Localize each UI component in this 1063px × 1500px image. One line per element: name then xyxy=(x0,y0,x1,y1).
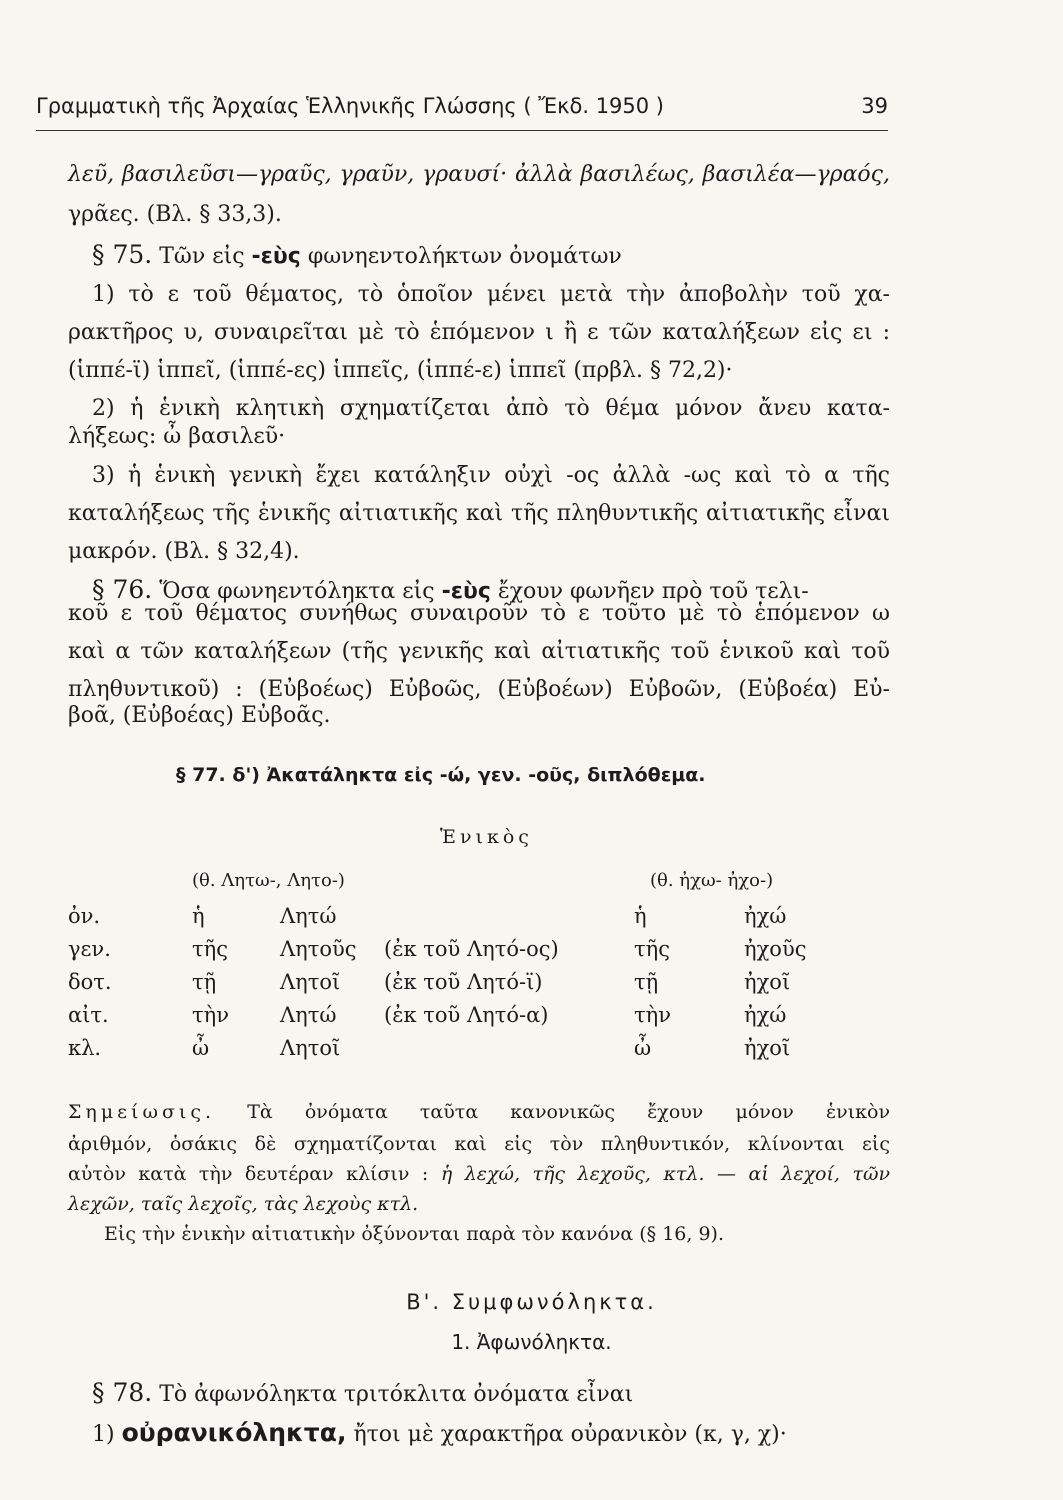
section-75-heading xyxy=(92,240,914,272)
text-line: (ἱππέ-ϊ) ἱππεῖ, (ἱππέ-ες) ἱππεῖς, (ἱππέ-ε) ἱππεῖ (πρβλ. § 72,2)· xyxy=(68,358,733,383)
note-line xyxy=(68,1098,890,1126)
article: ἡ xyxy=(192,904,205,928)
note-line xyxy=(68,1160,890,1188)
text-span: Τῶν εἰς xyxy=(159,244,245,269)
header-rule xyxy=(36,130,888,131)
text-line: πληθυντικοῦ) : (Εὐβοέως) Εὐβοῶς, (Εὐβοέων) Εὐβοῶν, (Εὐβοέα) Εὐ- xyxy=(68,677,890,702)
note-line: ἀριθμόν, ὁσάκις δὲ σχηματίζονται καὶ εἰς τὸν πληθυντικόν, κλίνονται εἰς xyxy=(68,1133,890,1155)
running-header xyxy=(36,94,888,128)
item-number: 1) xyxy=(92,1422,115,1447)
theme-label: (θ. ἠχω- ἠχο-) xyxy=(650,870,774,891)
case-label: κλ. xyxy=(68,1036,102,1060)
declension-table xyxy=(68,870,828,1069)
section-77-heading: § 77. δ') Ἀκατάληκτα εἰς -ώ, γεν. -οῦς, διπλόθεμα. xyxy=(176,764,706,786)
noun-form: ἠχοῖ xyxy=(744,1036,791,1060)
text-line: λήξεως: ὦ βασιλεῦ· xyxy=(68,424,286,449)
text-line: λεῦ, βασιλεῦσι—γραῦς, γραῦν, γραυσί· ἀλλὰ βασιλέως, βασιλέα—γραός, xyxy=(68,162,890,187)
origin-form: (ἐκ τοῦ Λητό-ος) xyxy=(384,937,559,961)
text-span: ἔχουν φωνῆεν πρὸ τοῦ τελι- xyxy=(497,579,809,604)
section-number: § 78. xyxy=(92,1378,153,1407)
article: τῇ xyxy=(634,970,659,994)
text-line: 2) ἡ ἑνικὴ κλητικὴ σχηματίζεται ἀπὸ τὸ θέμα μόνον ἄνευ κατα- xyxy=(92,396,890,421)
ending-bold: -εὺς xyxy=(441,579,491,604)
text-line: 3) ἡ ἑνικὴ γενικὴ ἔχει κατάληξιν οὐχὶ -ος ἀλλὰ -ως καὶ τὸ α τῆς xyxy=(92,463,890,488)
noun-form: Λητοῖ xyxy=(280,970,341,994)
noun-form: ἠχοῖ xyxy=(744,970,791,994)
table-row xyxy=(68,904,828,937)
note-line: λεχῶν, ταῖς λεχοῖς, τὰς λεχοὺς κτλ. xyxy=(68,1193,419,1215)
article: τὴν xyxy=(192,1003,229,1027)
section-b-subtitle: 1. Ἀφωνόληκτα. xyxy=(451,1330,612,1354)
noun-form: Λητοῦς xyxy=(280,937,357,961)
noun-form: ἠχώ xyxy=(744,904,787,928)
theme-label: (θ. Λητω-, Λητο-) xyxy=(192,870,345,891)
section-78-item xyxy=(92,1418,914,1450)
text-span: ἤτοι μὲ χαρακτῆρα οὐρανικὸν (κ, γ, χ)· xyxy=(353,1422,787,1447)
case-label: δοτ. xyxy=(68,970,112,994)
text-line: ρακτῆρος υ, συναιρεῖται μὲ τὸ ἑπόμενον ι ἢ ε τῶν καταλήξεων εἰς ει : xyxy=(68,320,890,345)
text-line: μακρόν. (Βλ. § 32,4). xyxy=(68,539,300,564)
text-line: κοῦ ε τοῦ θέματος συνήθως συναιροῦν τὸ ε τοῦτο μὲ τὸ ἑπόμενον ω xyxy=(68,601,890,626)
page-number: 39 xyxy=(861,94,888,118)
text-span: ἡ λεχώ, τῆς λεχοῦς, κτλ. — αἱ λεχοί, τῶν xyxy=(440,1163,891,1185)
text-span: φωνηεντολήκτων ὀνομάτων xyxy=(307,244,622,269)
article: τὴν xyxy=(634,1003,671,1027)
section-78-heading xyxy=(92,1378,914,1410)
text-line: καταλήξεως τῆς ἑνικῆς αἰτιατικῆς καὶ τῆς πληθυντικῆς αἰτιατικῆς εἶναι xyxy=(68,501,890,526)
article: ἡ xyxy=(634,904,647,928)
section-b-title: Β'. Συμφωνόληκτα. xyxy=(406,1290,657,1314)
noun-form: Λητώ xyxy=(280,1003,337,1027)
table-row xyxy=(68,1003,828,1036)
table-title: Ἑνικὸς xyxy=(440,826,533,848)
case-label: γεν. xyxy=(68,937,111,961)
table-row xyxy=(68,1036,828,1069)
article: ὦ xyxy=(192,1036,210,1060)
noun-form: ἠχώ xyxy=(744,1003,787,1027)
term-bold: οὐρανικόληκτα, xyxy=(121,1418,347,1447)
case-label: αἰτ. xyxy=(68,1003,109,1027)
text-line: καὶ α τῶν καταλήξεων (τῆς γενικῆς καὶ αἰτιατικῆς τοῦ ἑνικοῦ καὶ τοῦ xyxy=(68,639,890,664)
article: ὦ xyxy=(634,1036,652,1060)
text-span: Τὸ ἀφωνόληκτα τριτόκλιτα ὀνόματα εἶναι xyxy=(159,1382,634,1407)
section-number: § 76. xyxy=(92,575,153,604)
text-line: βοᾶ, (Εὐβοέας) Εὐβοᾶς. xyxy=(68,703,331,728)
note-label: Σημείωσις. xyxy=(68,1101,216,1123)
section-number: § 75. xyxy=(92,240,153,269)
noun-form: Λητοῖ xyxy=(280,1036,341,1060)
note-line: Εἰς τὴν ἑνικὴν αἰτιατικὴν ὀξύνονται παρὰ τὸν κανόνα (§ 16, 9). xyxy=(104,1223,724,1245)
case-label: ὀν. xyxy=(68,904,101,928)
text-span: Τὰ ὀνόματα ταῦτα κανονικῶς ἔχουν μόνον ἑνικὸν xyxy=(247,1101,891,1123)
text-span: αὐτὸν κατὰ τὴν δευτέραν κλίσιν : xyxy=(68,1163,429,1185)
running-title: Γραμματικὴ τῆς Ἀρχαίας Ἑλληνικῆς Γλώσσης ( Ἔκδ. 1950 ) xyxy=(36,94,665,118)
article: τῆς xyxy=(634,937,670,961)
ending-bold: -εὺς xyxy=(251,244,301,269)
origin-form: (ἐκ τοῦ Λητό-α) xyxy=(384,1003,549,1027)
theme-row xyxy=(68,870,828,904)
text-line: γρᾶες. (Βλ. § 33,3). xyxy=(68,202,282,227)
noun-form: ἠχοῦς xyxy=(744,937,807,961)
text-span: Ὅσα φωνηεντόληκτα εἰς xyxy=(159,579,435,604)
article: τῇ xyxy=(192,970,217,994)
table-row xyxy=(68,970,828,1003)
noun-form: Λητώ xyxy=(280,904,337,928)
origin-form: (ἐκ τοῦ Λητό-ϊ) xyxy=(384,970,543,994)
table-row xyxy=(68,937,828,970)
text-line: 1) τὸ ε τοῦ θέματος, τὸ ὁποῖον μένει μετὰ τὴν ἀποβολὴν τοῦ χα- xyxy=(92,282,890,307)
article: τῆς xyxy=(192,937,228,961)
